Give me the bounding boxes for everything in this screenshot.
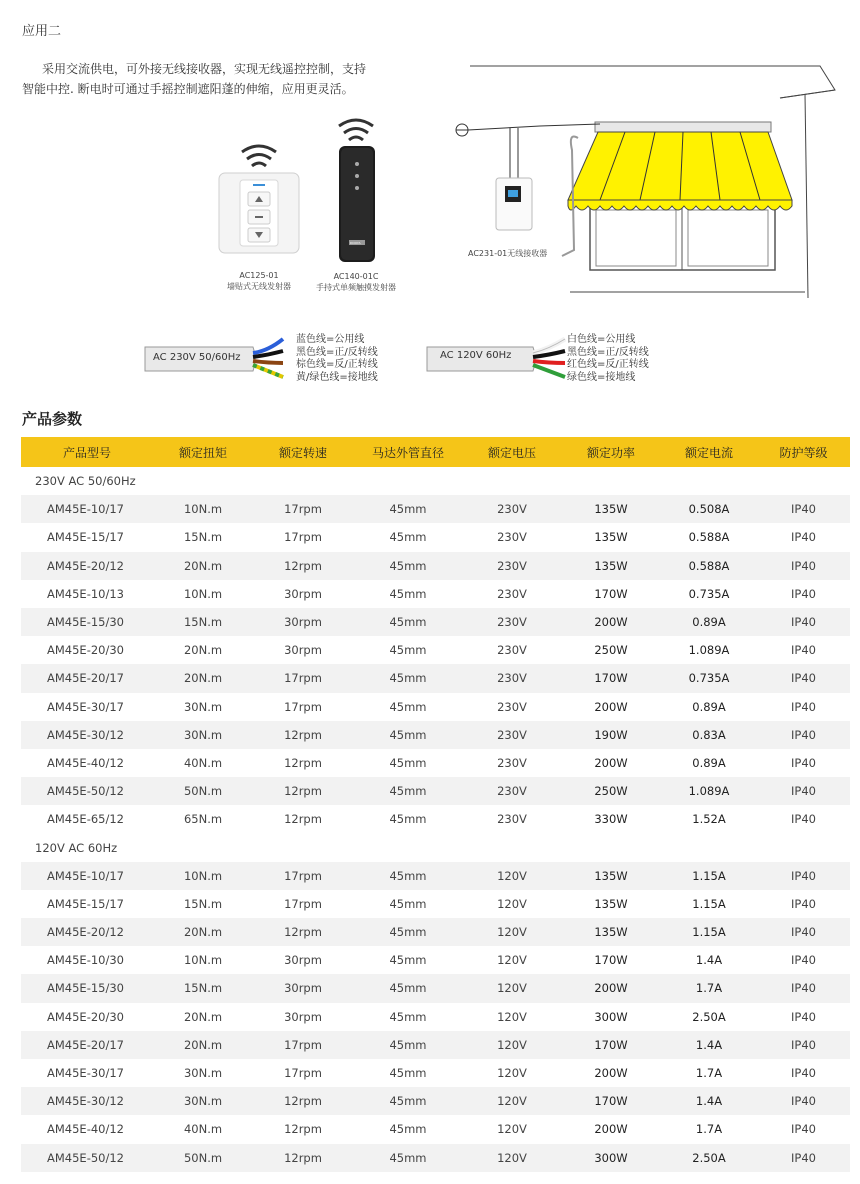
table-cell: 45mm [353, 1144, 463, 1172]
table-cell: 20N.m [153, 918, 253, 946]
table-cell: 12rpm [284, 1122, 322, 1137]
wire-label: 白色线=公用线 [567, 334, 636, 345]
table-cell: 17rpm [284, 699, 322, 714]
table-cell: 230V [463, 777, 561, 805]
table-cell: 0.89A [692, 755, 726, 770]
table-header-row [21, 437, 850, 467]
table-cell: 45mm [353, 918, 463, 946]
table-cell: IP40 [791, 1122, 816, 1137]
table-cell: 0.735A [661, 664, 757, 692]
table-cell: 45mm [389, 755, 427, 770]
table-cell: 40N.m [183, 1122, 223, 1137]
wall-transmitter-desc: 墙贴式无线发射器 [227, 282, 291, 291]
table-cell: 45mm [389, 699, 427, 714]
table-cell: 45mm [353, 1031, 463, 1059]
header-cell: 防护等级 [757, 437, 850, 467]
table-cell: 1.7A [661, 974, 757, 1002]
table-cell: 170W [561, 1087, 661, 1115]
table-row [21, 918, 850, 946]
group-row [21, 467, 850, 495]
table-cell: 120V [463, 918, 561, 946]
table-cell: 15N.m [183, 530, 223, 545]
table-cell: 230V [463, 608, 561, 636]
table-cell: 17rpm [253, 664, 353, 692]
params-title: 产品参数 [22, 410, 83, 428]
table-cell: 30N.m [183, 1066, 223, 1081]
table-cell: 135W [561, 552, 661, 580]
table-cell: 20N.m [183, 643, 223, 658]
table-cell: 30rpm [284, 586, 322, 601]
table-cell: AM45E-20/12 [21, 552, 153, 580]
table-cell: 15N.m [183, 896, 223, 911]
wall-transmitter-caption [208, 270, 310, 292]
wire-label: 红色线=反/正转线 [567, 359, 649, 370]
table-cell: 12rpm [253, 777, 353, 805]
remote-brand-logo: DOOYA [350, 241, 361, 245]
table-cell: 45mm [389, 953, 427, 968]
remote-control-icon [318, 144, 394, 266]
wiring-120v-supply-label: AC 120V 60Hz [440, 350, 512, 361]
table-cell: AM45E-30/17 [47, 1066, 124, 1081]
table-cell: IP40 [791, 586, 816, 601]
table-cell: 250W [561, 777, 661, 805]
table-cell: 12rpm [253, 1144, 353, 1172]
wiring-120v-legend [567, 334, 649, 384]
table-cell: 200W [594, 1066, 628, 1081]
table-cell: AM45E-20/17 [21, 1031, 153, 1059]
table-cell: 12rpm [284, 812, 322, 827]
table-cell: 45mm [353, 552, 463, 580]
table-cell: 45mm [389, 896, 427, 911]
handheld-transmitter-desc: 手持式单频触摸发射器 [316, 283, 396, 292]
table-cell: 190W [561, 721, 661, 749]
table-cell: 45mm [389, 1122, 427, 1137]
table-row [21, 552, 850, 580]
header-cell: 额定转速 [253, 437, 353, 467]
table-cell: IP40 [757, 974, 850, 1002]
handheld-transmitter-model: AC140-01C [333, 272, 379, 281]
table-cell: 17rpm [284, 896, 322, 911]
table-row [21, 1115, 850, 1143]
table-cell: 17rpm [284, 530, 322, 545]
table-cell: 300W [594, 1009, 628, 1024]
table-cell: AM45E-10/13 [47, 586, 124, 601]
table-cell: 1.15A [661, 918, 757, 946]
table-row [21, 974, 850, 1002]
table-cell: 12rpm [253, 721, 353, 749]
table-cell: IP40 [757, 552, 850, 580]
table-cell: 45mm [389, 812, 427, 827]
table-cell: 120V [463, 1031, 561, 1059]
table-row [21, 580, 850, 608]
table-row [21, 862, 850, 890]
table-cell: IP40 [791, 896, 816, 911]
table-cell: 45mm [389, 586, 427, 601]
table-cell: IP40 [791, 643, 816, 658]
table-cell: 230V [497, 586, 527, 601]
table-cell: 45mm [353, 777, 463, 805]
table-cell: 135W [561, 862, 661, 890]
table-cell: 0.89A [692, 699, 726, 714]
table-cell: 120V [497, 953, 527, 968]
table-cell: 10N.m [183, 586, 223, 601]
table-cell: IP40 [757, 918, 850, 946]
table-cell: 230V [497, 812, 527, 827]
table-cell: 0.508A [661, 495, 757, 523]
intro-text [22, 59, 382, 99]
wall-switch-icon [218, 172, 300, 256]
table-cell: IP40 [757, 721, 850, 749]
table-cell: 12rpm [253, 552, 353, 580]
table-cell: 30rpm [284, 953, 322, 968]
table-cell: 120V [463, 1144, 561, 1172]
table-cell: IP40 [791, 755, 816, 770]
group-row [21, 833, 850, 861]
table-cell: 170W [594, 953, 628, 968]
table-cell: 1.15A [661, 862, 757, 890]
table-cell: IP40 [791, 953, 816, 968]
table-cell: AM45E-20/17 [21, 664, 153, 692]
table-cell: AM45E-65/12 [47, 812, 124, 827]
table-cell: 230V [497, 699, 527, 714]
table-cell: 2.50A [692, 1009, 726, 1024]
table-cell: 1.4A [695, 953, 723, 968]
table-cell: 0.89A [661, 608, 757, 636]
table-cell: 170W [594, 586, 628, 601]
table-cell: 0.588A [688, 530, 730, 545]
table-cell: 1.7A [695, 1122, 723, 1137]
table-cell: 230V [463, 552, 561, 580]
table-cell: 170W [561, 664, 661, 692]
table-cell: 300W [561, 1144, 661, 1172]
table-row [21, 1059, 850, 1087]
table-cell: 45mm [389, 530, 427, 545]
table-cell: 20N.m [153, 552, 253, 580]
table-cell: AM45E-30/17 [47, 699, 124, 714]
wifi-signal-icon [218, 138, 300, 174]
handheld-transmitter-figure [318, 112, 394, 292]
table-cell: AM45E-50/12 [21, 777, 153, 805]
table-cell: IP40 [791, 812, 816, 827]
table-cell: 1.4A [661, 1087, 757, 1115]
table-cell: 250W [594, 643, 628, 658]
table-cell: 12rpm [253, 918, 353, 946]
table-cell: 30rpm [284, 1009, 322, 1024]
table-cell: AM45E-40/12 [47, 755, 124, 770]
product-params-table [21, 437, 850, 1172]
receiver-caption: AC231-01无线接收器 [468, 249, 548, 258]
table-cell: 0.735A [688, 586, 730, 601]
table-cell: IP40 [757, 495, 850, 523]
table-cell: 17rpm [284, 1066, 322, 1081]
table-cell: 20N.m [153, 664, 253, 692]
table-cell: 15N.m [153, 608, 253, 636]
table-cell: 10N.m [183, 953, 223, 968]
table-cell: 10N.m [153, 495, 253, 523]
table-cell: 0.83A [661, 721, 757, 749]
table-cell: 45mm [353, 495, 463, 523]
table-row [21, 1031, 850, 1059]
wiring-230v-supply-label: AC 230V 50/60Hz [153, 352, 241, 363]
table-cell: 200W [561, 974, 661, 1002]
table-cell: 135W [561, 495, 661, 523]
table-cell: 45mm [353, 862, 463, 890]
table-row [21, 608, 850, 636]
awning-diagram [450, 60, 850, 300]
table-cell: 17rpm [253, 862, 353, 890]
table-cell: 135W [561, 918, 661, 946]
table-cell: 120V [463, 1087, 561, 1115]
table-cell: AM45E-15/30 [21, 974, 153, 1002]
table-cell: 30N.m [153, 1087, 253, 1115]
table-cell: 30rpm [253, 608, 353, 636]
table-cell: 45mm [353, 1087, 463, 1115]
wire-label: 绿色线=接地线 [567, 371, 636, 383]
table-cell: AM45E-40/12 [47, 1122, 124, 1137]
table-row [21, 721, 850, 749]
table-cell: IP40 [757, 664, 850, 692]
intro-line-2: 智能中控. 断电时可通过手摇控制遮阳蓬的伸缩，应用更灵活。 [22, 82, 354, 96]
table-cell: 45mm [389, 1009, 427, 1024]
table-row [21, 749, 850, 777]
table-cell: 330W [594, 812, 628, 827]
group-label: 120V AC 60Hz [35, 840, 118, 855]
table-cell: 170W [561, 1031, 661, 1059]
table-cell: IP40 [791, 1009, 816, 1024]
table-cell: 230V [463, 721, 561, 749]
table-cell: AM45E-30/12 [21, 1087, 153, 1115]
table-cell: 1.52A [692, 812, 726, 827]
table-row [21, 890, 850, 918]
table-cell: 1.7A [695, 1066, 723, 1081]
table-cell: 30rpm [253, 974, 353, 1002]
wall-transmitter-model: AC125-01 [239, 271, 279, 280]
table-cell: 120V [497, 896, 527, 911]
table-cell: 50N.m [153, 777, 253, 805]
table-cell: IP40 [791, 1066, 816, 1081]
wire-label: 蓝色线=公用线 [296, 334, 365, 345]
table-row [21, 1003, 850, 1031]
table-cell: 200W [561, 608, 661, 636]
table-cell: 200W [594, 699, 628, 714]
table-cell: 15N.m [153, 974, 253, 1002]
table-cell: AM45E-15/17 [47, 896, 124, 911]
wall-transmitter-figure [218, 138, 300, 291]
table-cell: 120V [463, 862, 561, 890]
table-cell: AM45E-15/30 [21, 608, 153, 636]
table-row [21, 1087, 850, 1115]
table-row [21, 523, 850, 551]
table-cell: AM45E-10/17 [21, 862, 153, 890]
table-cell: 65N.m [183, 812, 223, 827]
table-cell: 30N.m [153, 721, 253, 749]
table-cell: AM45E-10/30 [47, 953, 124, 968]
header-cell: 额定电压 [463, 437, 561, 467]
wire-label: 黑色线=正/反转线 [567, 346, 649, 358]
table-cell: 10N.m [153, 862, 253, 890]
table-cell: 120V [497, 1122, 527, 1137]
wire-label: 黑色线=正/反转线 [296, 346, 378, 358]
table-cell: 230V [463, 664, 561, 692]
table-body [21, 467, 850, 1172]
header-cell: 额定功率 [561, 437, 661, 467]
table-row [21, 1144, 850, 1172]
table-row [21, 693, 850, 721]
table-cell: 200W [594, 1122, 628, 1137]
table-cell: AM45E-20/12 [21, 918, 153, 946]
table-cell: 45mm [353, 721, 463, 749]
table-cell: 230V [497, 530, 527, 545]
table-cell: 1.15A [692, 896, 726, 911]
table-row [21, 805, 850, 833]
table-cell: 1.089A [661, 777, 757, 805]
table-cell: IP40 [791, 530, 816, 545]
table-row [21, 777, 850, 805]
table-cell: AM45E-30/12 [21, 721, 153, 749]
header-cell: 额定扭矩 [153, 437, 253, 467]
table-cell: AM45E-10/17 [21, 495, 153, 523]
table-cell: 45mm [389, 1066, 427, 1081]
table-row [21, 636, 850, 664]
table-cell: AM45E-20/30 [47, 1009, 124, 1024]
table-cell: IP40 [757, 1087, 850, 1115]
wire-label: 黄/绿色线=接地线 [296, 371, 378, 383]
table-cell: IP40 [757, 777, 850, 805]
table-cell: 120V [463, 974, 561, 1002]
table-cell: AM45E-20/30 [47, 643, 124, 658]
table-cell: 0.588A [661, 552, 757, 580]
table-cell: 20N.m [153, 1031, 253, 1059]
table-cell: 2.50A [661, 1144, 757, 1172]
table-cell: IP40 [757, 608, 850, 636]
header-cell: 产品型号 [21, 437, 153, 467]
table-cell: AM45E-50/12 [21, 1144, 153, 1172]
table-cell: 120V [497, 1066, 527, 1081]
header-cell: 额定电流 [661, 437, 757, 467]
table-row [21, 495, 850, 523]
table-row [21, 664, 850, 692]
table-cell: 30rpm [284, 643, 322, 658]
table-cell: 20N.m [183, 1009, 223, 1024]
handheld-transmitter-caption [306, 271, 406, 293]
table-cell: 230V [497, 643, 527, 658]
table-cell: 45mm [353, 664, 463, 692]
wiring-230v-legend [296, 334, 378, 384]
table-cell: 12rpm [253, 1087, 353, 1115]
table-cell: 45mm [353, 974, 463, 1002]
table-cell: 17rpm [253, 1031, 353, 1059]
table-cell: 135W [594, 530, 628, 545]
table-cell: IP40 [757, 1144, 850, 1172]
table-cell: 1.089A [688, 643, 730, 658]
header-cell: 马达外管直径 [353, 437, 463, 467]
table-cell: 200W [594, 755, 628, 770]
intro-line-1: 采用交流供电，可外接无线接收器，实现无线遥控控制，支持 [42, 62, 367, 76]
table-cell: IP40 [757, 862, 850, 890]
group-label: 230V AC 50/60Hz [35, 474, 136, 489]
table-cell: 17rpm [253, 495, 353, 523]
table-cell: 120V [497, 1009, 527, 1024]
table-cell: 50N.m [153, 1144, 253, 1172]
table-row [21, 946, 850, 974]
table-cell: AM45E-15/17 [47, 530, 124, 545]
table-cell: 45mm [353, 608, 463, 636]
table-cell: 1.4A [661, 1031, 757, 1059]
table-cell: 230V [463, 495, 561, 523]
wifi-signal-icon [318, 112, 394, 148]
table-cell: 230V [497, 755, 527, 770]
table-cell: 135W [594, 896, 628, 911]
wire-label: 棕色线=反/正转线 [296, 359, 378, 370]
table-cell: 12rpm [284, 755, 322, 770]
table-cell: 30N.m [183, 699, 223, 714]
table-cell: IP40 [791, 699, 816, 714]
table-cell: 45mm [389, 643, 427, 658]
table-cell: IP40 [757, 1031, 850, 1059]
section-title: 应用二 [22, 24, 62, 39]
table-cell: 40N.m [183, 755, 223, 770]
